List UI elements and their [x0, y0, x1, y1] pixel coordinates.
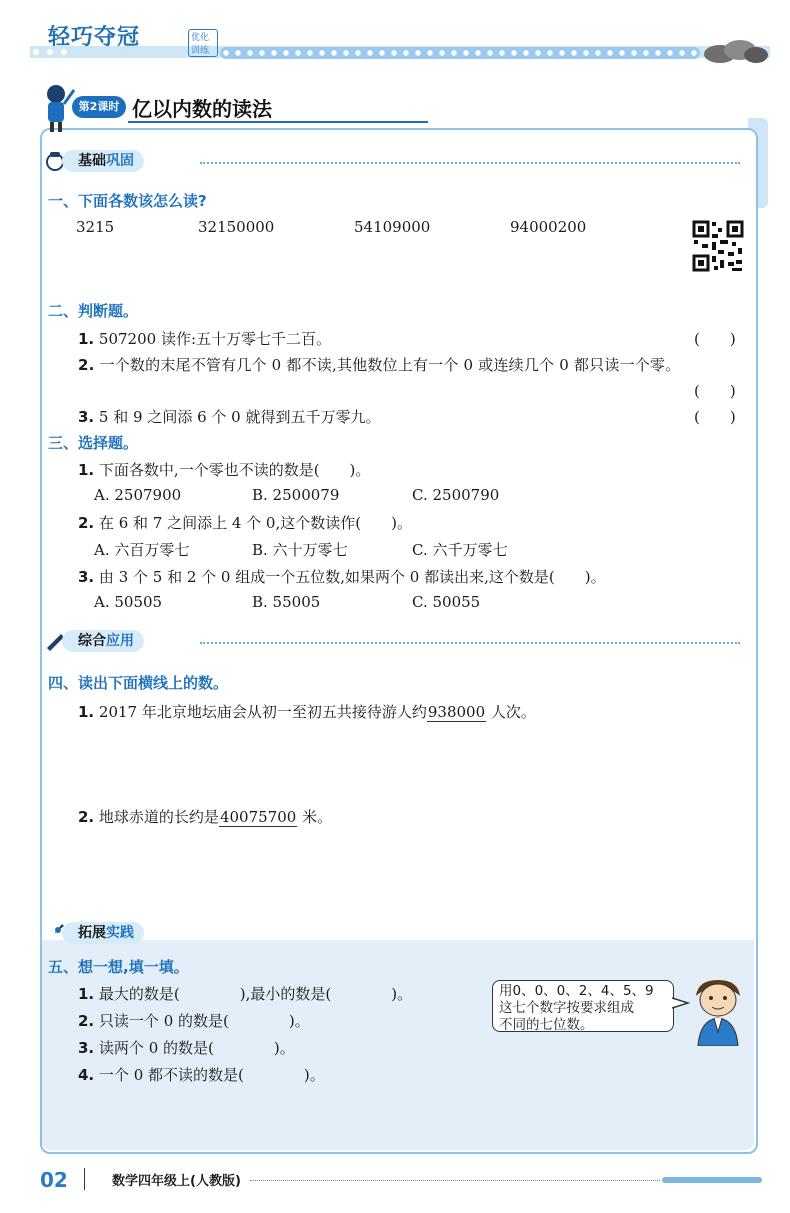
- answer-paren[interactable]: ( ): [694, 408, 736, 426]
- q3-option[interactable]: B. 2500079: [252, 486, 340, 504]
- q3-option[interactable]: B. 六十万零七: [252, 541, 348, 559]
- answer-paren[interactable]: ( ): [694, 382, 736, 400]
- book-title: 数学四年级上(人教版): [112, 1174, 241, 1189]
- q3-option[interactable]: A. 50505: [94, 593, 163, 611]
- cloud-decoration-icon: [700, 38, 770, 64]
- q5-title: 五、想一想,填一填。: [48, 958, 189, 976]
- q1-number: 3215: [76, 218, 115, 236]
- section-dots: [200, 162, 740, 164]
- q3-item: 1. 下面各数中,一个零也不读的数是( )。: [78, 461, 371, 479]
- q3-title: 三、选择题。: [48, 434, 139, 452]
- lesson-badge: 第2课时: [72, 96, 126, 118]
- section-extend: [40, 922, 754, 946]
- q4-item: 2. 地球赤道的长约是40075700 米。: [78, 808, 333, 826]
- page-number: 02: [40, 1168, 68, 1192]
- q5-item: 3. 读两个 0 的数是( )。: [78, 1039, 295, 1057]
- brand-name: 轻巧夺冠: [48, 24, 141, 50]
- banner-dots: [220, 47, 700, 59]
- section-apply-label: 综合应用: [62, 630, 144, 652]
- footer-rule: [250, 1180, 660, 1181]
- q2-item: 1. 507200 读作:五十万零七千二百。: [78, 330, 332, 348]
- q2-item: 3. 5 和 9 之间添 6 个 0 就得到五千万零九。: [78, 408, 381, 426]
- section-basic-label: 基础巩固: [62, 150, 144, 172]
- q3-option[interactable]: A. 六百万零七: [94, 541, 190, 559]
- footer-divider: [84, 1168, 85, 1190]
- q3-item: 3. 由 3 个 5 和 2 个 0 组成一个五位数,如果两个 0 都读出来,这个数是( )。: [78, 568, 606, 586]
- q2-title: 二、判断题。: [48, 302, 139, 320]
- q4-item: 1. 2017 年北京地坛庙会从初一至初五共接待游人约938000 人次。: [78, 703, 536, 721]
- section-dots: [200, 642, 740, 644]
- q3-item: 2. 在 6 和 7 之间添上 4 个 0,这个数读作( )。: [78, 514, 412, 532]
- q5-item: 4. 一个 0 都不读的数是( )。: [78, 1066, 325, 1084]
- answer-paren[interactable]: ( ): [694, 330, 736, 348]
- q3-option[interactable]: C. 2500790: [412, 486, 500, 504]
- lesson-title: 亿以内数的读法: [132, 97, 272, 121]
- speech-bubble: 用0、0、0、2、4、5、9 这七个数字按要求组成 不同的七位数。: [492, 980, 674, 1032]
- boy-character-icon: [688, 976, 748, 1046]
- brand-tag: 优化训练: [188, 29, 218, 57]
- q1-number: 54109000: [354, 218, 431, 236]
- q2-item: 2. 一个数的末尾不管有几个 0 都不读,其他数位上有一个 0 或连续几个 0 都只读一个零。: [78, 356, 681, 374]
- q1-number: 94000200: [510, 218, 587, 236]
- section-extend-label: 拓展实践: [62, 922, 144, 944]
- q3-option[interactable]: B. 55005: [252, 593, 321, 611]
- q1-number: 32150000: [198, 218, 275, 236]
- qr-code-icon: [692, 220, 744, 272]
- brand-logo: [48, 18, 218, 56]
- q5-item: 1. 最大的数是( ),最小的数是( )。: [78, 985, 413, 1003]
- title-underline: [128, 121, 428, 123]
- q5-item: 2. 只读一个 0 的数是( )。: [78, 1012, 310, 1030]
- q3-option[interactable]: C. 六千万零七: [412, 541, 508, 559]
- q3-option[interactable]: C. 50055: [412, 593, 481, 611]
- section-basic: [40, 150, 754, 174]
- footer-bar: [662, 1177, 762, 1183]
- q3-option[interactable]: A. 2507900: [94, 486, 182, 504]
- q1-title: 一、下面各数该怎么读?: [48, 192, 207, 210]
- section-apply: [40, 630, 754, 654]
- q4-title: 四、读出下面横线上的数。: [48, 674, 229, 692]
